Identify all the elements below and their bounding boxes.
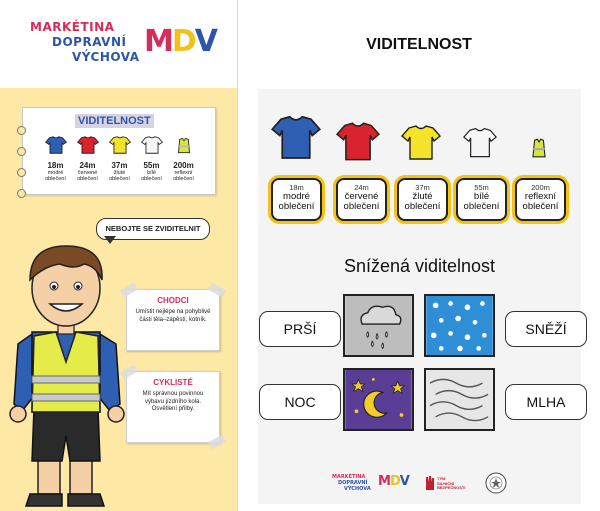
road-safety-team-logo: TÝM SILNIČNÍ BEZPEČNOSTI bbox=[424, 470, 474, 496]
distance-box-red bbox=[336, 178, 387, 221]
clothing-word: oblečení bbox=[404, 201, 441, 212]
page-title: VIDITELNOST bbox=[366, 36, 472, 53]
notebook-label: modré oblečení bbox=[45, 170, 66, 182]
white-tshirt-icon bbox=[463, 127, 497, 159]
notebook-label: žluté oblečení bbox=[109, 170, 130, 182]
distance-box-blue bbox=[271, 178, 322, 221]
notebook-label: reflexní oblečení bbox=[173, 170, 194, 182]
hand-icon bbox=[424, 474, 436, 492]
night-label-box: NOC bbox=[259, 384, 341, 420]
brand-line-1: MARKÉTINA bbox=[30, 20, 115, 34]
boy-in-vest-illustration bbox=[4, 236, 134, 511]
reduced-visibility-title: Snížená viditelnost bbox=[343, 256, 496, 276]
notebook-item bbox=[105, 136, 134, 182]
distance-box-white bbox=[456, 178, 507, 221]
footer-mdv-logo: MDV bbox=[378, 474, 409, 489]
snowflakes-icon bbox=[424, 294, 495, 357]
tshirt-icon bbox=[45, 136, 67, 154]
night-moon-icon bbox=[343, 368, 414, 431]
panel-divider bbox=[237, 0, 238, 511]
clothing-color: modré bbox=[283, 191, 310, 202]
rain-label-box: PRŠÍ bbox=[259, 311, 341, 347]
pedestrian-card bbox=[126, 289, 220, 351]
clothing-color: žluté bbox=[412, 191, 433, 202]
distance-value: 55m bbox=[474, 183, 489, 192]
brand-line-2: DOPRAVNÍ bbox=[52, 35, 127, 49]
clothing-word: oblečení bbox=[463, 201, 500, 212]
cyclist-card bbox=[126, 371, 220, 443]
yellow-tshirt-icon bbox=[401, 125, 441, 161]
clothing-color: reflexní bbox=[524, 191, 557, 202]
distance-value: 200m bbox=[531, 183, 550, 192]
notebook-distance: 37m bbox=[111, 161, 128, 170]
blue-tshirt-icon bbox=[271, 115, 321, 161]
seal-icon bbox=[484, 470, 508, 496]
snow-label-box: SNĚŽÍ bbox=[505, 311, 587, 347]
distance-value: 37m bbox=[415, 183, 430, 192]
brand-logo[interactable] bbox=[26, 18, 216, 70]
visibility-notebook bbox=[22, 107, 216, 195]
notebook-item bbox=[41, 136, 70, 182]
pedestrian-card-title: CHODCI bbox=[157, 296, 189, 305]
tshirt-icon bbox=[141, 136, 163, 154]
notebook-item bbox=[137, 136, 166, 182]
pedestrian-card-text: Umístit nejlépe na pohyblivé části těla–zápěstí, kotník. bbox=[135, 309, 211, 323]
clothing-color: červené bbox=[344, 191, 379, 202]
notebook-rings bbox=[17, 126, 26, 210]
clothing-word: oblečení bbox=[278, 201, 315, 212]
fog-label-box: MLHA bbox=[505, 384, 587, 420]
notebook-items bbox=[41, 136, 198, 182]
clothing-color: bílé bbox=[473, 191, 490, 202]
notebook-item bbox=[73, 136, 102, 182]
distance-box-reflective bbox=[515, 178, 566, 221]
red-tshirt-icon bbox=[336, 122, 380, 162]
clothing-word: oblečení bbox=[343, 201, 380, 212]
rain-cloud-icon bbox=[343, 294, 414, 357]
tshirt-icon bbox=[77, 136, 99, 154]
notebook-title: VIDITELNOST bbox=[75, 114, 154, 128]
vest-icon bbox=[173, 136, 195, 154]
clothing-word: oblečení bbox=[522, 201, 559, 212]
reflective-vest-icon bbox=[528, 137, 550, 159]
footer-brand-logo: MARKÉTINA DOPRAVNÍ VÝCHOVA MDV bbox=[332, 474, 409, 492]
notebook-distance: 200m bbox=[173, 161, 194, 170]
distance-box-yellow bbox=[397, 178, 448, 221]
tshirt-icon bbox=[109, 136, 131, 154]
fog-icon bbox=[424, 368, 495, 431]
brand-line-3: VÝCHOVA bbox=[72, 50, 140, 64]
mdv-logo: MDV bbox=[144, 24, 216, 59]
infographic-panel bbox=[0, 0, 237, 511]
notebook-label: bílé oblečení bbox=[141, 170, 162, 182]
notebook-distance: 18m bbox=[47, 161, 64, 170]
notebook-item bbox=[169, 136, 198, 182]
cyclist-card-text: Mít správnou povinnou výbavu jízdního kola. Osvětlení přilby. bbox=[142, 391, 204, 412]
cyclist-card-title: CYKLISTÉ bbox=[153, 378, 193, 387]
distance-value: 24m bbox=[354, 183, 369, 192]
notebook-distance: 55m bbox=[143, 161, 160, 170]
notebook-distance: 24m bbox=[79, 161, 96, 170]
notebook-label: červené oblečení bbox=[77, 170, 98, 182]
distance-value: 18m bbox=[289, 183, 304, 192]
speech-bubble: NEBOJTE SE ZVIDITELNIT bbox=[96, 218, 210, 240]
